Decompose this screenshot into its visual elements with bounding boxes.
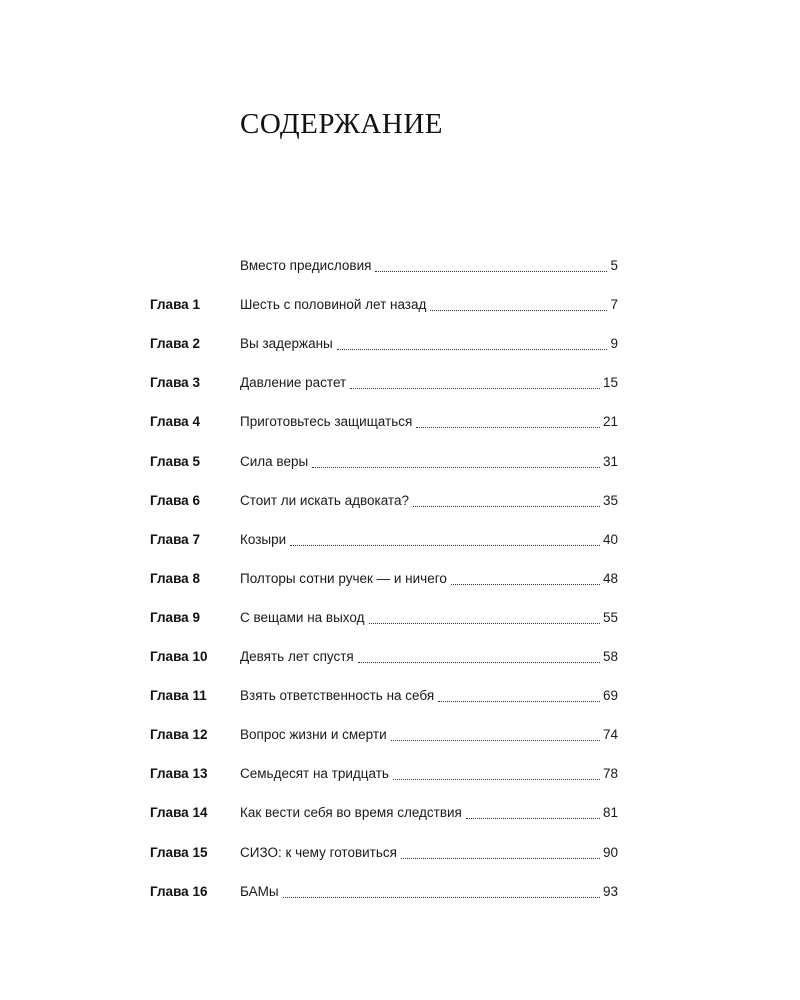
dot-leader (283, 883, 600, 898)
chapter-label: Глава 8 (150, 571, 200, 586)
entry-title: БАМы (240, 884, 279, 899)
dot-leader (451, 570, 600, 585)
entry-title: Как вести себя во время следствия (240, 805, 462, 820)
entry-title: Вы задержаны (240, 336, 333, 351)
dot-leader (369, 609, 600, 624)
dot-leader (375, 257, 607, 272)
entry-title: Полторы сотни ручек — и ничего (240, 571, 447, 586)
dot-leader (430, 296, 607, 311)
dot-leader (358, 648, 600, 663)
page-title: СОДЕРЖАНИЕ (240, 108, 443, 140)
dot-leader (416, 413, 600, 428)
entry-page-number: 78 (602, 766, 618, 781)
toc-entry-chapter-14[interactable] (0, 803, 800, 823)
toc-entry-chapter-2[interactable] (0, 334, 800, 354)
dot-leader (438, 687, 600, 702)
toc-entry-chapter-16[interactable] (0, 882, 800, 902)
entry-page-number: 55 (602, 610, 618, 625)
entry-page-number: 15 (602, 375, 618, 390)
toc-entry-chapter-3[interactable] (0, 373, 800, 393)
dot-leader (350, 374, 600, 389)
toc-entry-chapter-5[interactable] (0, 452, 800, 472)
entry-page-number: 7 (610, 297, 618, 312)
toc-entry-chapter-11[interactable] (0, 686, 800, 706)
entry-title: Приготовьтесь защищаться (240, 414, 413, 429)
toc-entry-chapter-13[interactable] (0, 764, 800, 784)
chapter-label: Глава 10 (150, 649, 208, 664)
toc-entry-chapter-7[interactable] (0, 530, 800, 550)
toc-entry-chapter-4[interactable] (0, 412, 800, 432)
entry-page-number: 31 (602, 454, 618, 469)
dot-leader (401, 844, 600, 859)
dot-leader (466, 804, 600, 819)
entry-title: Девять лет спустя (240, 649, 354, 664)
chapter-label: Глава 9 (150, 610, 200, 625)
toc-entry-chapter-8[interactable] (0, 569, 800, 589)
entry-title: Сила веры (240, 454, 309, 469)
dot-leader (290, 531, 600, 546)
entry-title: Вместо предисловия (240, 258, 372, 273)
entry-title: Козыри (240, 532, 287, 547)
entry-page-number: 9 (610, 336, 618, 351)
entry-title: С вещами на выход (240, 610, 365, 625)
chapter-label: Глава 4 (150, 414, 200, 429)
entry-title: Стоит ли искать адвоката? (240, 493, 409, 508)
toc-entry-chapter-10[interactable] (0, 647, 800, 667)
entry-title: Давление растет (240, 375, 347, 390)
entry-page-number: 74 (602, 727, 618, 742)
chapter-label: Глава 1 (150, 297, 200, 312)
entry-title: Вопрос жизни и смерти (240, 727, 387, 742)
entry-page-number: 40 (602, 532, 618, 547)
chapter-label: Глава 2 (150, 336, 200, 351)
entry-page-number: 48 (602, 571, 618, 586)
chapter-label: Глава 15 (150, 845, 208, 860)
chapter-label: Глава 6 (150, 493, 200, 508)
entry-title: СИЗО: к чему готовиться (240, 845, 397, 860)
entry-title: Шесть с половиной лет назад (240, 297, 427, 312)
dot-leader (337, 335, 608, 350)
dot-leader (413, 492, 600, 507)
entry-title: Семьдесят на тридцать (240, 766, 389, 781)
toc-entry-chapter-15[interactable] (0, 843, 800, 863)
entry-page-number: 21 (602, 414, 618, 429)
toc-entry-chapter-1[interactable] (0, 295, 800, 315)
toc-entry-chapter-12[interactable] (0, 725, 800, 745)
entry-page-number: 90 (602, 845, 618, 860)
entry-page-number: 58 (602, 649, 618, 664)
entry-page-number: 81 (602, 805, 618, 820)
entry-page-number: 93 (602, 884, 618, 899)
dot-leader (312, 453, 600, 468)
entry-page-number: 69 (602, 688, 618, 703)
chapter-label: Глава 12 (150, 727, 208, 742)
chapter-label: Глава 13 (150, 766, 208, 781)
chapter-label: Глава 14 (150, 805, 208, 820)
entry-page-number: 5 (610, 258, 618, 273)
toc-entry-preface[interactable] (0, 256, 800, 276)
chapter-label: Глава 5 (150, 454, 200, 469)
dot-leader (393, 765, 600, 780)
entry-title: Взять ответственность на себя (240, 688, 435, 703)
toc-entry-chapter-9[interactable] (0, 608, 800, 628)
entry-page-number: 35 (602, 493, 618, 508)
chapter-label: Глава 16 (150, 884, 208, 899)
chapter-label: Глава 3 (150, 375, 200, 390)
chapter-label: Глава 7 (150, 532, 200, 547)
toc-entry-chapter-6[interactable] (0, 491, 800, 511)
dot-leader (391, 726, 600, 741)
chapter-label: Глава 11 (150, 688, 207, 703)
